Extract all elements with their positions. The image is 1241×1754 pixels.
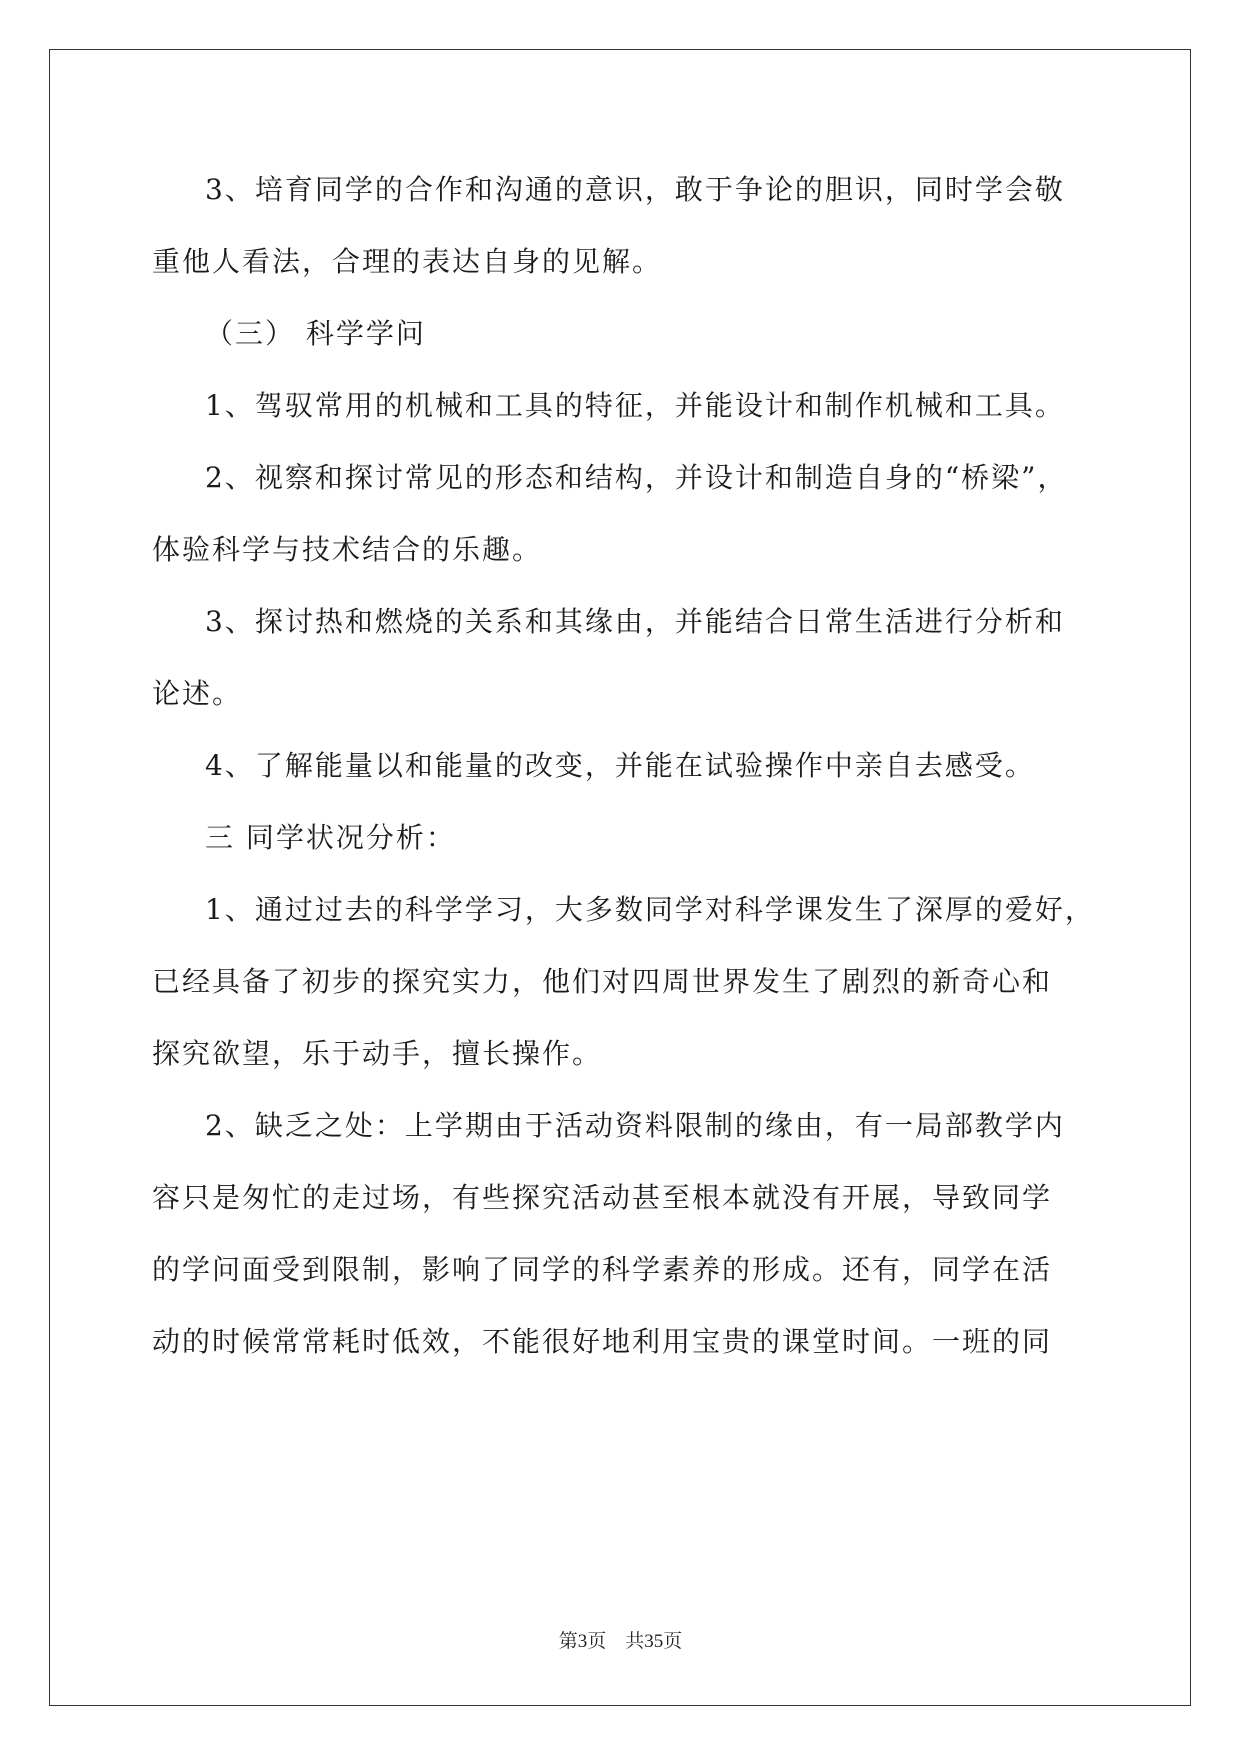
paragraph-line: 体验科学与技术结合的乐趣。 [152,533,543,566]
page-border [49,49,1191,1706]
paragraph-line: 论述。 [152,677,243,710]
paragraph-line: 容只是匆忙的走过场，有些探究活动甚至根本就没有开展，导致同学 [152,1181,1053,1214]
paragraph-line: 2、缺乏之处：上学期由于活动资料限制的缘由，有一局部教学内 [205,1109,1065,1142]
paragraph-line: 动的时候常常耗时低效，不能很好地利用宝贵的课堂时间。一班的同 [152,1325,1053,1358]
paragraph-line: 重他人看法，合理的表达自身的见解。 [152,245,663,278]
section-heading: 三 同学状况分析： [205,821,456,854]
paragraph-line: 3、探讨热和燃烧的关系和其缘由，并能结合日常生活进行分析和 [205,605,1065,638]
paragraph-line: 3、培育同学的合作和沟通的意识，敢于争论的胆识，同时学会敬 [205,173,1065,206]
paragraph-line: 2、视察和探讨常见的形态和结构，并设计和制造自身的“桥梁”， [205,461,1068,494]
paragraph-line: 1、通过过去的科学学习，大多数同学对科学课发生了深厚的爱好， [205,893,1095,926]
paragraph-line: 已经具备了初步的探究实力，他们对四周世界发生了剧烈的新奇心和 [152,965,1053,998]
paragraph-line: 的学问面受到限制，影响了同学的科学素养的形成。还有，同学在活 [152,1253,1053,1286]
paragraph-line: 4、了解能量以和能量的改变，并能在试验操作中亲自去感受。 [205,749,1035,782]
paragraph-line: 探究欲望，乐于动手，擅长操作。 [152,1037,603,1070]
paragraph-line: 1、驾驭常用的机械和工具的特征，并能设计和制作机械和工具。 [205,389,1065,422]
page-number-footer: 第3页 共35页 [558,1631,683,1652]
section-heading: （三） 科学学问 [205,317,426,350]
